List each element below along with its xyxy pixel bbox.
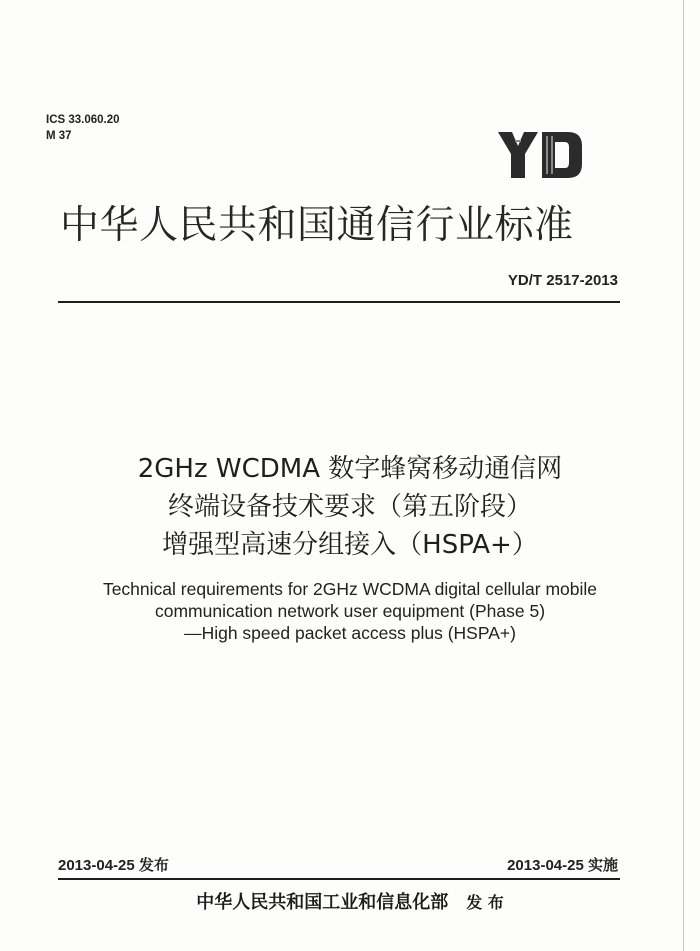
bottom-divider [58, 878, 620, 880]
chinese-title-line-3: 增强型高速分组接入（HSPA+） [162, 530, 538, 560]
standard-number: YD/T 2517-2013 [507, 272, 618, 289]
chinese-title-line-2: 终端设备技术要求（第五阶段） [167, 492, 532, 522]
implementation-date: 2013-04-25 实施 [507, 857, 618, 874]
standard-category-title: 中华人民共和国通信行业标准 [60, 203, 574, 248]
ccs-code: M 37 [46, 130, 72, 142]
english-title-line-2: communication network user equipment (Phase 5) [154, 601, 546, 621]
chinese-title [0, 450, 700, 564]
yd-logo [498, 132, 582, 178]
issue-date: 2013-04-25 发布 [58, 857, 169, 874]
classification-block [46, 112, 120, 144]
top-divider [58, 301, 620, 303]
english-title-line-3: —High speed packet access plus (HSPA+) [184, 623, 516, 643]
english-title-line-1: Technical requirements for 2GHz WCDMA digital cellular mobile [102, 579, 598, 599]
ics-code: ICS 33.060.20 [46, 114, 120, 126]
publisher-action: 发 布 [466, 893, 504, 912]
chinese-title-line-1: 2GHz WCDMA 数字蜂窝移动通信网 [137, 454, 563, 484]
publisher-name: 中华人民共和国工业和信息化部 [196, 892, 449, 913]
english-title [0, 578, 700, 644]
publisher-line [0, 888, 700, 914]
